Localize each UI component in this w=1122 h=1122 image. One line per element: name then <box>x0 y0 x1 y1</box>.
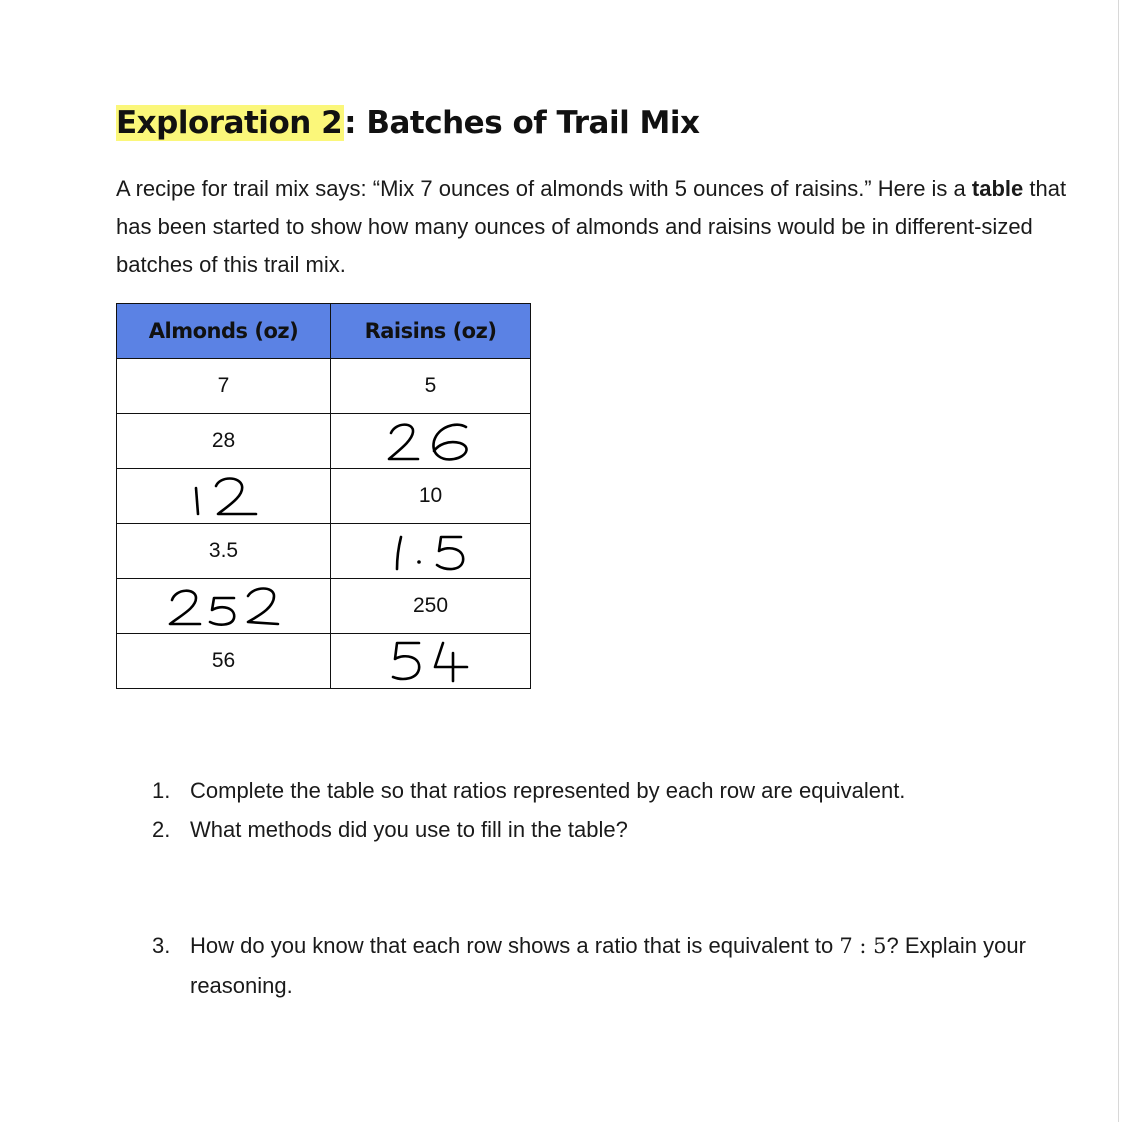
question-text: Complete the table so that ratios represented by each row are equivalent. <box>190 778 906 803</box>
table-header-row <box>117 304 531 359</box>
handwritten-26 <box>386 419 476 463</box>
question-3-before: How do you know that each row shows a ratio that is equivalent to <box>190 933 840 958</box>
intro-bold-table: table <box>971 176 1024 201</box>
question-number: 1. <box>152 778 171 803</box>
table-row <box>117 414 531 469</box>
table-row <box>117 359 531 414</box>
question-item <box>152 810 905 849</box>
table-row <box>117 524 531 579</box>
table-row <box>117 579 531 634</box>
question-number: 2. <box>152 817 171 842</box>
handwritten-252 <box>166 584 282 628</box>
intro-part2: that has been started to show how many ounces of almonds and raisins would be in different-sized batches of this trail mix. <box>116 176 1067 277</box>
table-row <box>117 469 531 524</box>
header-raisins: Raisins (oz) <box>331 304 531 359</box>
cell-almonds-handwritten[interactable] <box>117 579 331 634</box>
cell-raisins: 250 <box>331 579 531 634</box>
table-row <box>117 634 531 689</box>
handwritten-12 <box>184 474 264 518</box>
cell-raisins-handwritten[interactable] <box>331 524 531 579</box>
cell-almonds: 7 <box>117 359 331 414</box>
page-title <box>116 100 699 146</box>
cell-raisins-handwritten[interactable] <box>331 414 531 469</box>
handwritten-1-5 <box>389 529 473 573</box>
question-number: 3. <box>152 933 171 958</box>
question-3-after: ? Explain your reasoning. <box>190 933 1026 998</box>
question-list <box>152 771 905 849</box>
cell-raisins: 5 <box>331 359 531 414</box>
intro-part1: A recipe for trail mix says: “Mix 7 ounces of almonds with 5 ounces of raisins.” Here is a <box>116 176 972 201</box>
handwritten-54 <box>389 639 473 683</box>
cell-almonds: 56 <box>117 634 331 689</box>
cell-raisins-handwritten[interactable] <box>331 634 531 689</box>
ratio-table <box>116 303 531 689</box>
header-almonds: Almonds (oz) <box>117 304 331 359</box>
ratio-expression: 7 : 5 <box>839 934 887 958</box>
cell-almonds: 28 <box>117 414 331 469</box>
question-text: What methods did you use to fill in the table? <box>190 817 628 842</box>
title-highlight: Exploration 2 <box>116 105 343 141</box>
intro-paragraph <box>116 170 1091 284</box>
cell-almonds: 3.5 <box>117 524 331 579</box>
cell-raisins: 10 <box>331 469 531 524</box>
cell-almonds-handwritten[interactable] <box>117 469 331 524</box>
title-rest: : Batches of Trail Mix <box>344 105 700 141</box>
question-3 <box>152 926 1120 1005</box>
question-item <box>152 771 905 810</box>
